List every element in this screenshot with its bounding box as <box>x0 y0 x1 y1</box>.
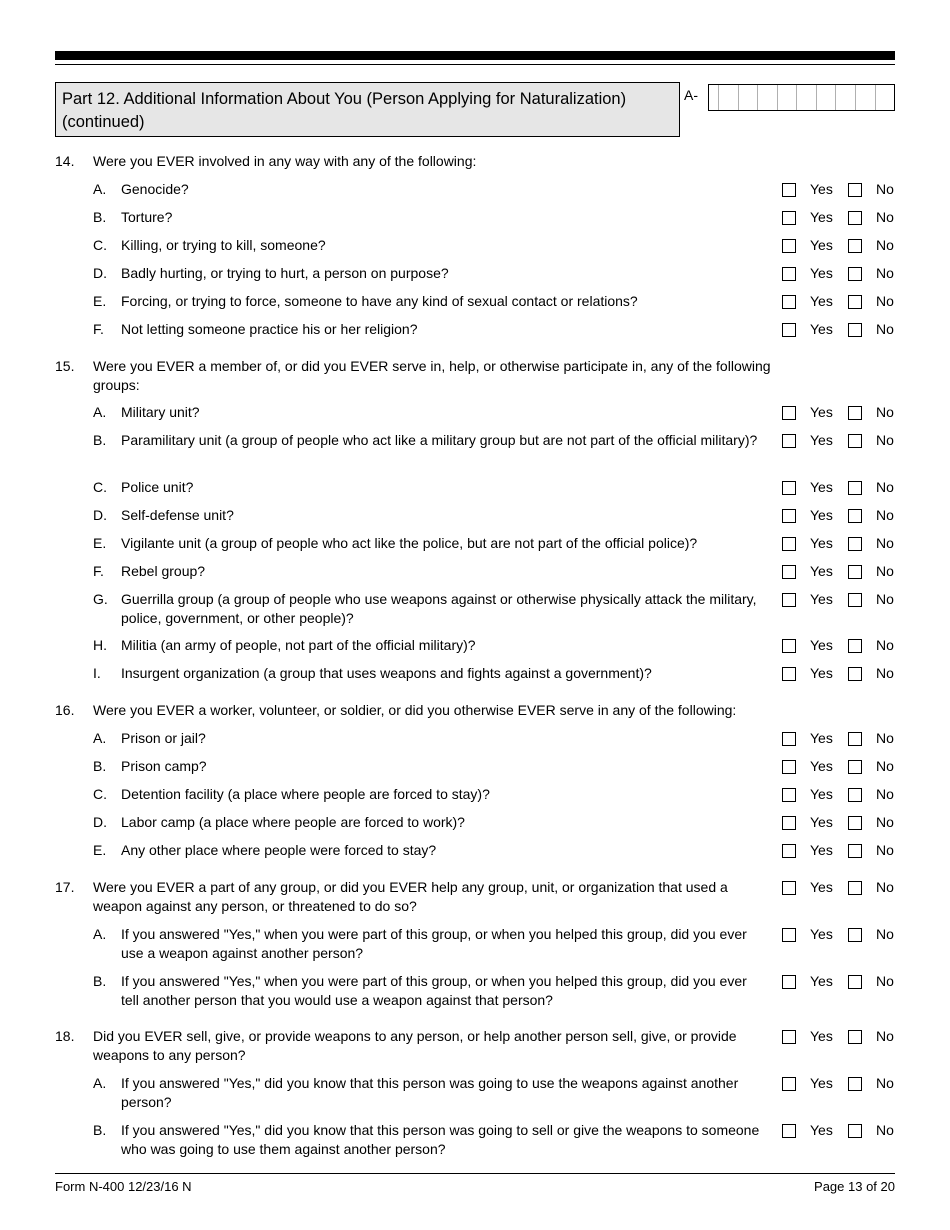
q16d-yes-no: Yes No <box>782 813 897 833</box>
no-checkbox[interactable] <box>848 267 862 281</box>
yes-checkbox[interactable] <box>782 816 796 830</box>
yes-checkbox[interactable] <box>782 1124 796 1138</box>
yes-checkbox[interactable] <box>782 323 796 337</box>
no-checkbox[interactable] <box>848 881 862 895</box>
q14b-yes-no: Yes No <box>782 208 897 228</box>
q15f-yes-no: Yes No <box>782 562 897 582</box>
no-checkbox[interactable] <box>848 844 862 858</box>
no-checkbox[interactable] <box>848 295 862 309</box>
question-text: Were you EVER a member of, or did you EVER serve in, help, or otherwise participate in, any of the following groups: <box>93 358 771 393</box>
question-number: 15. <box>55 358 75 374</box>
question-text: Did you EVER sell, give, or provide weapons to any person, or help another person sell, give, or provide weapons to any person? <box>93 1028 737 1063</box>
yes-checkbox[interactable] <box>782 537 796 551</box>
yes-checkbox[interactable] <box>782 788 796 802</box>
page-number: Page 13 of 20 <box>814 1179 895 1194</box>
no-checkbox[interactable] <box>848 593 862 607</box>
question-number: 16. <box>55 702 75 718</box>
q15g-yes-no: Yes No <box>782 590 897 610</box>
yes-checkbox[interactable] <box>782 593 796 607</box>
yes-checkbox[interactable] <box>782 928 796 942</box>
yes-checkbox[interactable] <box>782 509 796 523</box>
yes-checkbox[interactable] <box>782 667 796 681</box>
top-rule-thick <box>55 51 895 60</box>
yes-checkbox[interactable] <box>782 267 796 281</box>
q15e-yes-no: Yes No <box>782 534 897 554</box>
no-checkbox[interactable] <box>848 788 862 802</box>
q14e-yes-no: Yes No <box>782 292 897 312</box>
q15a-yes-no: Yes No <box>782 403 897 423</box>
no-checkbox[interactable] <box>848 732 862 746</box>
q15h-yes-no: Yes No <box>782 636 897 656</box>
no-checkbox[interactable] <box>848 1124 862 1138</box>
q17a-yes-no: Yes No <box>782 925 897 945</box>
yes-checkbox[interactable] <box>782 844 796 858</box>
yes-checkbox[interactable] <box>782 1030 796 1044</box>
a-number-input[interactable] <box>708 84 895 111</box>
q17b-yes-no: Yes No <box>782 972 897 992</box>
yes-checkbox[interactable] <box>782 295 796 309</box>
part-title: Part 12. Additional Information About You (Person Applying for Naturalization) (continued) <box>62 90 627 131</box>
no-checkbox[interactable] <box>848 667 862 681</box>
question-text: Were you EVER a part of any group, or did you EVER help any group, unit, or organization that used a weapon against any person, or threatened to do so? <box>93 879 728 914</box>
q15b-yes-no: Yes No <box>782 431 897 451</box>
yes-checkbox[interactable] <box>782 183 796 197</box>
yes-checkbox[interactable] <box>782 434 796 448</box>
no-checkbox[interactable] <box>848 211 862 225</box>
question-number: 14. <box>55 153 75 169</box>
q16c-yes-no: Yes No <box>782 785 897 805</box>
q18b-yes-no: Yes No <box>782 1121 897 1141</box>
question-number: 18. <box>55 1028 75 1044</box>
yes-checkbox[interactable] <box>782 881 796 895</box>
q18a-yes-no: Yes No <box>782 1074 897 1094</box>
q14a-yes-no: Yes No <box>782 180 897 200</box>
no-checkbox[interactable] <box>848 928 862 942</box>
no-checkbox[interactable] <box>848 509 862 523</box>
yes-checkbox[interactable] <box>782 1077 796 1091</box>
yes-checkbox[interactable] <box>782 732 796 746</box>
q16e-yes-no: Yes No <box>782 841 897 861</box>
no-checkbox[interactable] <box>848 481 862 495</box>
no-checkbox[interactable] <box>848 639 862 653</box>
part-12-header <box>55 82 680 137</box>
yes-checkbox[interactable] <box>782 211 796 225</box>
no-checkbox[interactable] <box>848 183 862 197</box>
q15c-yes-no: Yes No <box>782 478 897 498</box>
q14c-yes-no: Yes No <box>782 236 897 256</box>
no-checkbox[interactable] <box>848 406 862 420</box>
question-number: 17. <box>55 879 75 895</box>
question-text: Were you EVER involved in any way with any of the following: <box>93 153 477 169</box>
q16b-yes-no: Yes No <box>782 757 897 777</box>
q15d-yes-no: Yes No <box>782 506 897 526</box>
q16a-yes-no: Yes No <box>782 729 897 749</box>
no-checkbox[interactable] <box>848 975 862 989</box>
yes-checkbox[interactable] <box>782 406 796 420</box>
question-text: Were you EVER a worker, volunteer, or soldier, or did you otherwise EVER serve in any of the following: <box>93 702 737 718</box>
footer-rule <box>55 1173 895 1174</box>
no-checkbox[interactable] <box>848 1030 862 1044</box>
no-checkbox[interactable] <box>848 239 862 253</box>
yes-checkbox[interactable] <box>782 565 796 579</box>
top-rule-thin <box>55 64 895 65</box>
yes-checkbox[interactable] <box>782 639 796 653</box>
q15i-yes-no: Yes No <box>782 664 897 684</box>
no-checkbox[interactable] <box>848 816 862 830</box>
yes-checkbox[interactable] <box>782 760 796 774</box>
form-id: Form N-400 12/23/16 N <box>55 1179 192 1194</box>
yes-checkbox[interactable] <box>782 481 796 495</box>
no-checkbox[interactable] <box>848 760 862 774</box>
a-number-label: A- <box>684 87 698 103</box>
q17-yes-no: Yes No <box>782 878 897 898</box>
yes-checkbox[interactable] <box>782 239 796 253</box>
no-checkbox[interactable] <box>848 565 862 579</box>
q18-yes-no: Yes No <box>782 1027 897 1047</box>
no-checkbox[interactable] <box>848 1077 862 1091</box>
q14d-yes-no: Yes No <box>782 264 897 284</box>
no-checkbox[interactable] <box>848 537 862 551</box>
yes-checkbox[interactable] <box>782 975 796 989</box>
no-checkbox[interactable] <box>848 323 862 337</box>
q14f-yes-no: Yes No <box>782 320 897 340</box>
no-checkbox[interactable] <box>848 434 862 448</box>
